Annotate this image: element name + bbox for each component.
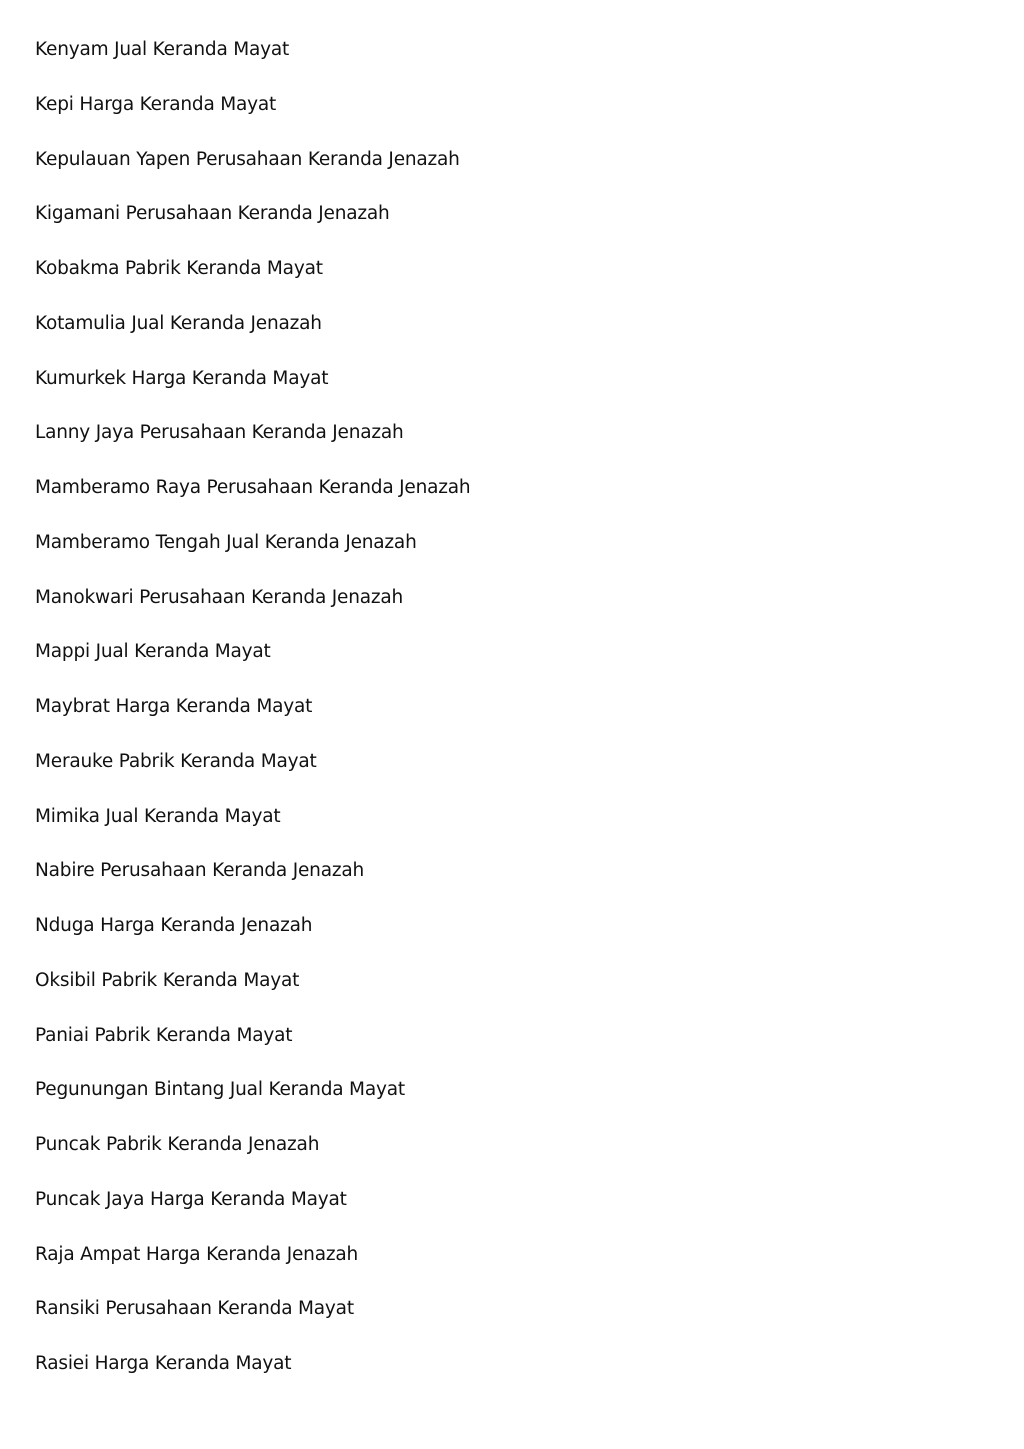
list-item: Kobakma Pabrik Keranda Mayat <box>35 258 323 279</box>
list-item: Manokwari Perusahaan Keranda Jenazah <box>35 586 404 608</box>
list-item: Kepi Harga Keranda Mayat <box>35 93 277 115</box>
list-item: Lanny Jaya Perusahaan Keranda Jenazah <box>35 422 404 444</box>
list-item: Mamberamo Tengah Jual Keranda Jenazah <box>35 531 417 553</box>
list-item: Nduga Harga Keranda Jenazah <box>35 915 313 936</box>
list-item: Paniai Pabrik Keranda Mayat <box>35 1024 293 1046</box>
list-item: Kumurkek Harga Keranda Mayat <box>35 367 329 389</box>
list-item: Kenyam Jual Keranda Mayat <box>35 39 290 60</box>
list-item: Mappi Jual Keranda Mayat <box>35 641 271 663</box>
list-item: Kotamulia Jual Keranda Jenazah <box>35 312 322 334</box>
list-item: Kigamani Perusahaan Keranda Jenazah <box>35 203 390 225</box>
list-item: Nabire Perusahaan Keranda Jenazah <box>35 860 365 882</box>
list-item: Pegunungan Bintang Jual Keranda Mayat <box>35 1079 405 1101</box>
list-item: Oksibil Pabrik Keranda Mayat <box>35 969 300 991</box>
list-item: Mamberamo Raya Perusahaan Keranda Jenazah <box>35 477 471 498</box>
location-list <box>35 36 470 1405</box>
list-item: Merauke Pabrik Keranda Mayat <box>35 750 317 772</box>
list-item: Rasiei Harga Keranda Mayat <box>35 1353 292 1374</box>
list-item: Ransiki Perusahaan Keranda Mayat <box>35 1298 354 1320</box>
list-item: Raja Ampat Harga Keranda Jenazah <box>35 1243 359 1265</box>
list-item: Puncak Pabrik Keranda Jenazah <box>35 1134 320 1155</box>
list-item: Maybrat Harga Keranda Mayat <box>35 696 313 717</box>
list-item: Mimika Jual Keranda Mayat <box>35 805 281 827</box>
list-item: Kepulauan Yapen Perusahaan Keranda Jenazah <box>35 148 460 170</box>
list-item: Puncak Jaya Harga Keranda Mayat <box>35 1188 347 1210</box>
